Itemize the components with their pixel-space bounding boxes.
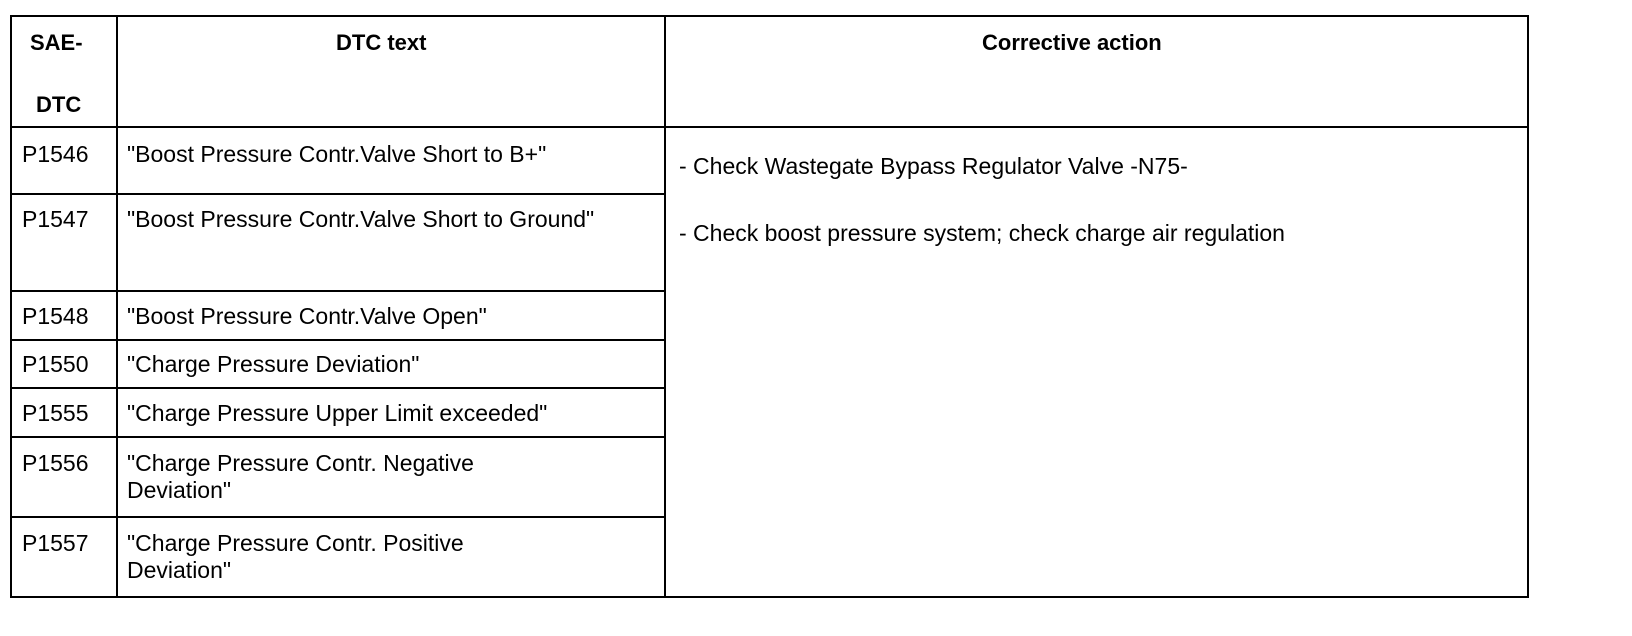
dtc-code: P1548 [22, 303, 89, 329]
dtc-code: P1550 [22, 351, 89, 377]
header-corrective-action: Corrective action [982, 30, 1162, 55]
dtc-text: "Charge Pressure Contr. Negative Deviation" [127, 450, 474, 503]
row-divider [10, 193, 665, 195]
dtc-text: "Boost Pressure Contr.Valve Short to B+" [127, 141, 547, 167]
column-divider-code-text [116, 15, 118, 598]
dtc-code: P1556 [22, 450, 89, 476]
header-sae: SAE- [30, 30, 83, 55]
dtc-text: "Boost Pressure Contr.Valve Open" [127, 303, 487, 329]
corrective-action-item: - Check Wastegate Bypass Regulator Valve -N75- [679, 153, 1188, 179]
dtc-text: "Charge Pressure Deviation" [127, 351, 420, 377]
dtc-code: P1555 [22, 400, 89, 426]
dtc-text: "Boost Pressure Contr.Valve Short to Ground" [127, 206, 595, 232]
corrective-action-item: - Check boost pressure system; check charge air regulation [679, 220, 1285, 246]
dtc-code: P1547 [22, 206, 89, 232]
dtc-text: "Charge Pressure Contr. Positive Deviation" [127, 530, 464, 583]
header-divider [10, 126, 1529, 128]
column-divider-text-action [664, 15, 666, 598]
dtc-code: P1546 [22, 141, 89, 167]
dtc-code: P1557 [22, 530, 89, 556]
row-divider [10, 290, 665, 292]
row-divider [10, 387, 665, 389]
dtc-text: "Charge Pressure Upper Limit exceeded" [127, 400, 548, 426]
header-dtc: DTC [36, 92, 82, 117]
row-divider [10, 436, 665, 438]
header-dtc-text: DTC text [336, 30, 427, 55]
row-divider [10, 516, 665, 518]
row-divider [10, 339, 665, 341]
